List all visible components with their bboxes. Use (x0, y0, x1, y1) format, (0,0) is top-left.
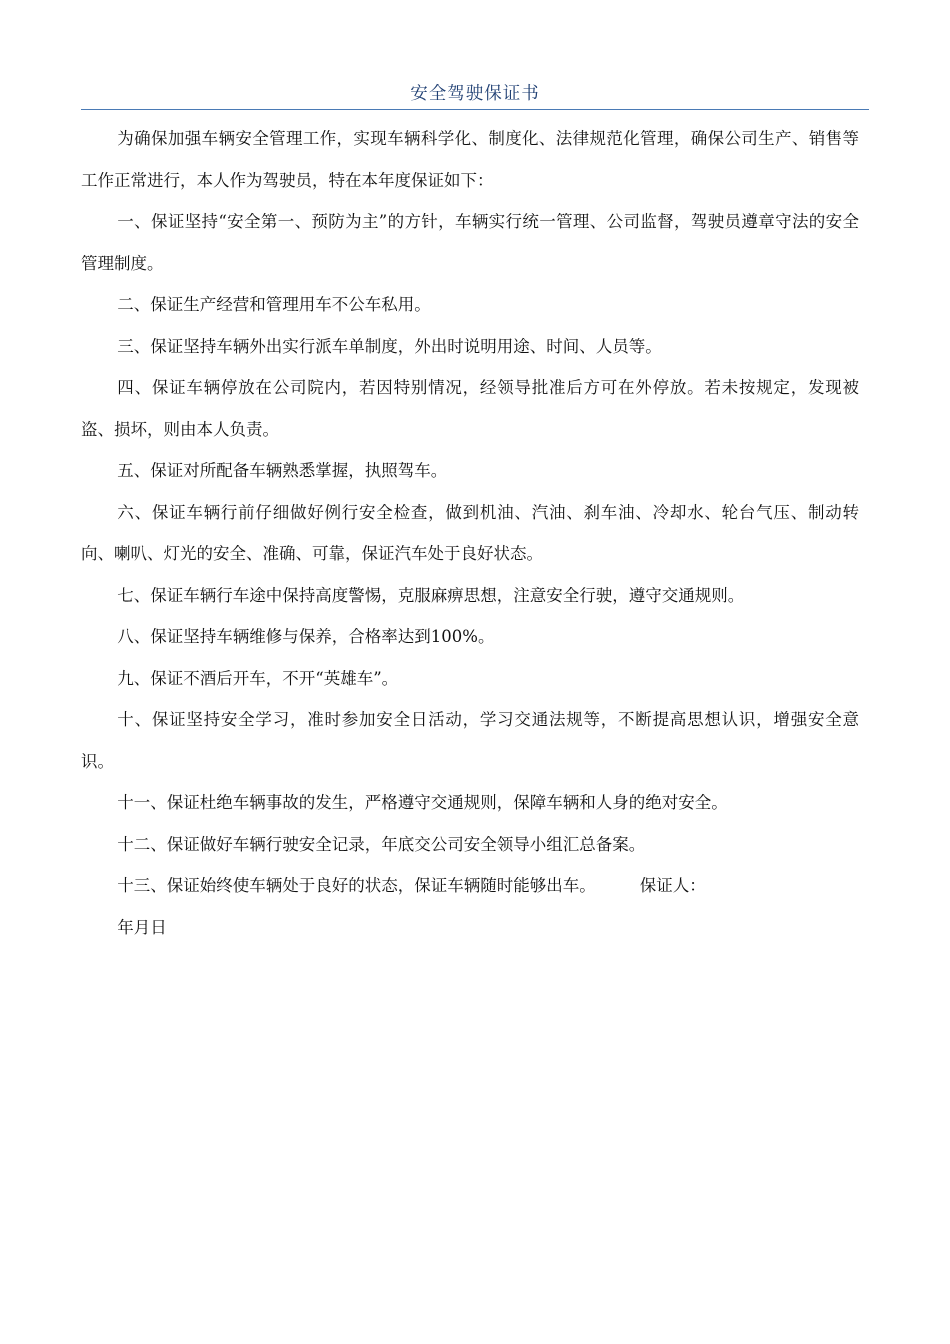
document-body (81, 118, 859, 948)
paragraph-item-4: 四、保证车辆停放在公司院内，若因特别情况，经领导批准后方可在外停放。若未按规定，发现被盗、损坏，则由本人负责。 (81, 378, 859, 439)
paragraph-item-9: 九、保证不酒后开车，不开“英雄车”。 (117, 668, 399, 688)
paragraph-item-6: 六、保证车辆行前仔细做好例行安全检查，做到机油、汽油、刹车油、冷却水、轮台气压、制动转向、喇叭、灯光的安全、准确、可靠，保证汽车处于良好状态。 (81, 502, 859, 563)
paragraph-item-8: 八、保证坚持车辆维修与保养，合格率达到100%。 (117, 627, 495, 646)
date-line: 年月日 (117, 917, 167, 937)
signature-label: 保证人： (639, 876, 706, 895)
document-title: 安全驾驶保证书 (410, 84, 540, 104)
paragraph-item-2: 二、保证生产经营和管理用车不公车私用。 (117, 295, 431, 314)
paragraph-item-10: 十、保证坚持安全学习，准时参加安全日活动，学习交通法规等，不断提高思想认识，增强安全意识。 (81, 710, 859, 771)
paragraph-item-7: 七、保证车辆行车途中保持高度警惕，克服麻痹思想，注意安全行驶，遵守交通规则。 (117, 585, 745, 605)
paragraph-item-5: 五、保证对所配备车辆熟悉掌握，执照驾车。 (117, 461, 448, 480)
paragraph-item-13-text: 十三、保证始终使车辆处于良好的状态，保证车辆随时能够出车。 (117, 876, 596, 895)
paragraph-item-3: 三、保证坚持车辆外出实行派车单制度，外出时说明用途、时间、人员等。 (117, 336, 662, 356)
paragraph-item-1: 一、保证坚持“安全第一、预防为主”的方针，车辆实行统一管理、公司监督，驾驶员遵章守法的安全管理制度。 (81, 212, 859, 273)
paragraph-item-12: 十二、保证做好车辆行驶安全记录，年底交公司安全领导小组汇总备案。 (117, 834, 646, 854)
paragraph-item-11: 十一、保证杜绝车辆事故的发生，严格遵守交通规则，保障车辆和人身的绝对安全。 (117, 793, 728, 812)
paragraph-intro: 为确保加强车辆安全管理工作，实现车辆科学化、制度化、法律规范化管理，确保公司生产、销售等工作正常进行，本人作为驾驶员，特在本年度保证如下： (81, 129, 859, 190)
paragraph-item-13 (81, 865, 859, 907)
document-header (81, 80, 869, 110)
